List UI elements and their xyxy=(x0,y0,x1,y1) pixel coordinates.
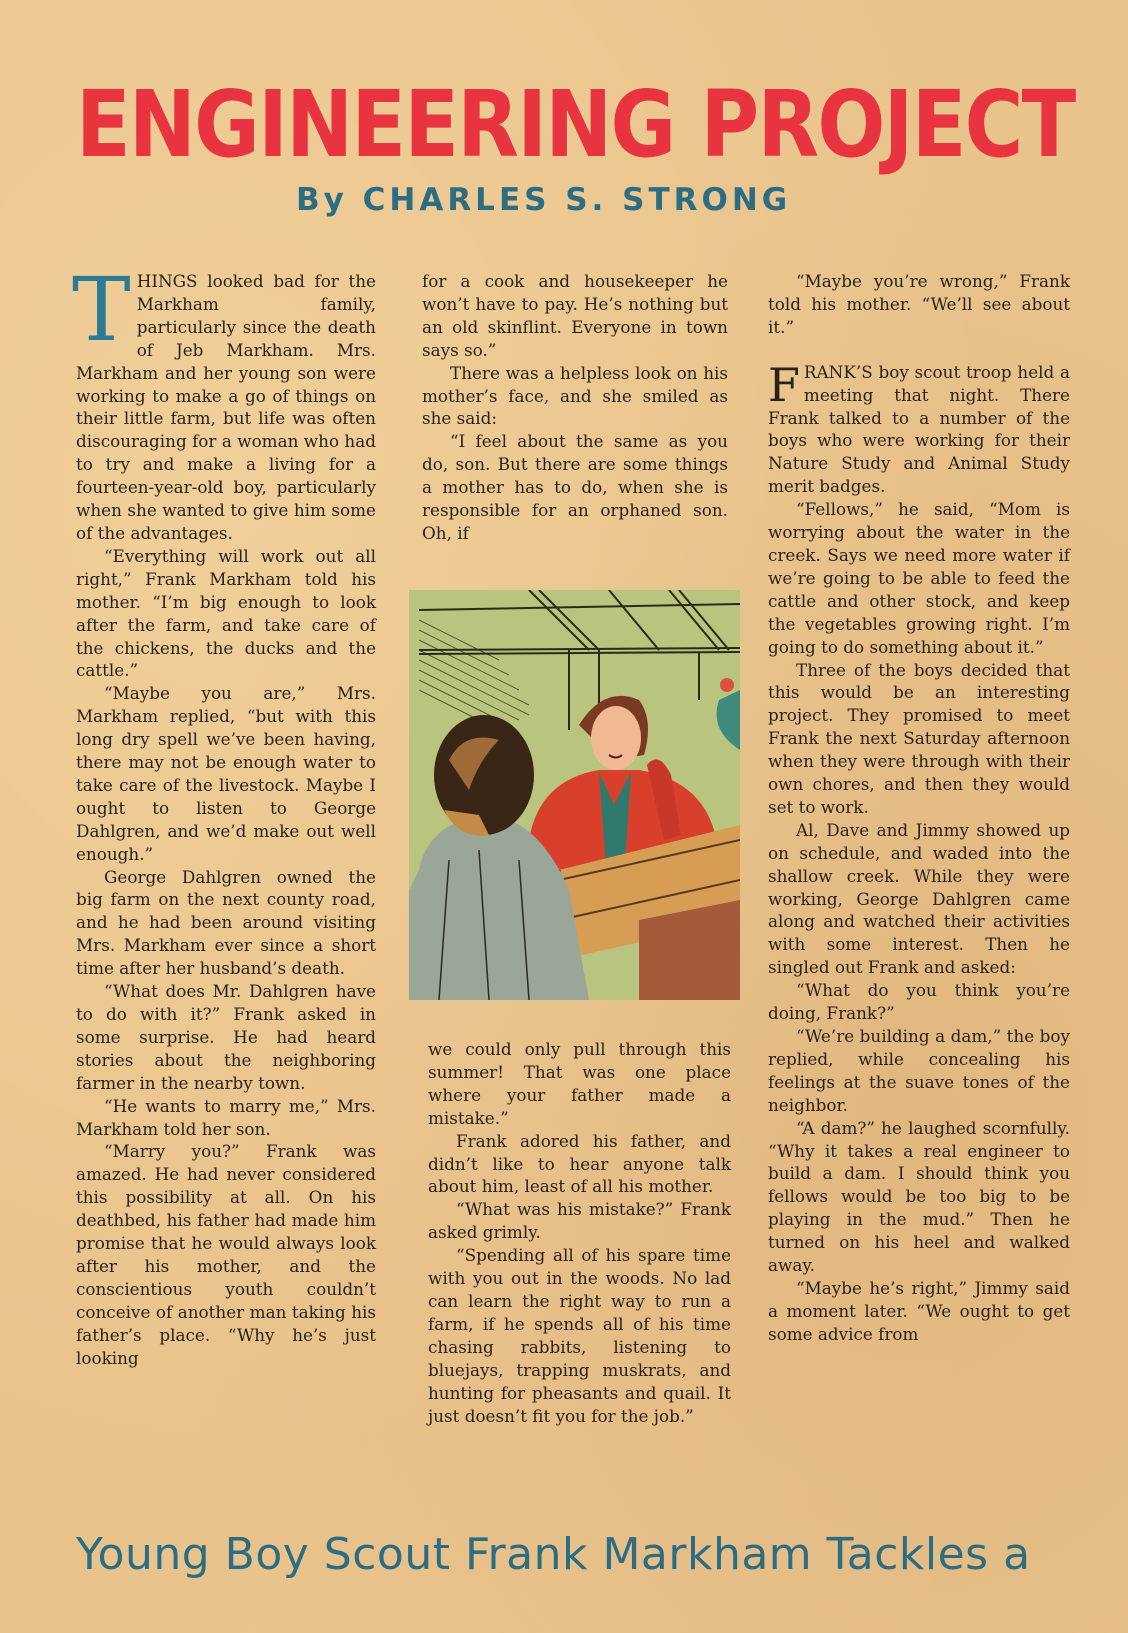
paragraph: “He wants to marry me,” Mrs. Markham told her son. xyxy=(76,1095,376,1139)
paragraph: “Fellows,” he said, “Mom is worrying about the water in the creek. Says we need more water if we’re going to be able to feed the cattle and other stock, and keep the vegetables growing right. I’m going to do something about it.” xyxy=(768,499,1070,657)
continuation-tagline: Young Boy Scout Frank Markham Tackles a xyxy=(76,1529,1031,1580)
column-2-top xyxy=(422,270,728,545)
paragraph: “What do you think you’re doing, Frank?” xyxy=(768,980,1070,1024)
paragraph: “We’re building a dam,” the boy replied, while concealing his feelings at the suave tones of the neighbor. xyxy=(768,1026,1070,1115)
paragraph: George Dahlgren owned the big farm on the next county road, and he had been around visiting Mrs. Markham ever since a short time after her husband’s death. xyxy=(76,866,376,979)
column-3 xyxy=(768,270,1070,1346)
paragraph: “What does Mr. Dahlgren have to do with it?” Frank asked in some surprise. He had heard stories about the neighboring farmer in the nearby town. xyxy=(76,981,376,1093)
paragraph: Frank adored his father, and didn’t like to hear anyone talk about him, least of all his mother. xyxy=(428,1130,731,1197)
paragraph: “Everything will work out all right,” Frank Markham told his mother. “I’m big enough to look after the farm, and take care of the chickens, the ducks and the cattle.” xyxy=(76,545,376,681)
paragraph: “Maybe he’s right,” Jimmy said a moment later. “We ought to get some advice from xyxy=(768,1277,1070,1344)
paragraph: “Marry you?” Frank was amazed. He had never considered this possibility at all. On his deathbed, his father had made him promise that he would always look after his mother, and the conscientious youth couldn’t conceive of another man taking his father’s place. “Why he’s just looking xyxy=(76,1141,376,1368)
paragraph: we could only pull through this summer! That was one place where your father made a mistake.” xyxy=(428,1039,731,1128)
drop-cap: T xyxy=(72,258,131,361)
paragraph: There was a helpless look on his mother’s face, and she smiled as she said: xyxy=(422,362,728,429)
comic-panel-image xyxy=(409,590,740,1000)
section-break xyxy=(768,339,1070,361)
paragraph: “Spending all of his spare time with you out in the woods. No lad can learn the right way to run a farm, if he spends all of his time chasing rabbits, listening to bluejays, trapping muskrats, and hunting for pheasants and quail. It just doesn’t fit you for the job.” xyxy=(428,1245,731,1426)
column-1 xyxy=(72,258,376,1370)
paragraph: Al, Dave and Jimmy showed up on schedule, and waded into the shallow creek. While they were working, George Dahlgren came along and watched their activities with some interest. Then he singled out Frank and asked: xyxy=(768,819,1070,978)
article-title: ENGINEERING PROJECT xyxy=(76,71,1075,178)
paragraph: “I feel about the same as you do, son. But there are some things a mother has to do, when she is responsible for an orphaned son. Oh, if xyxy=(422,431,728,543)
paragraph: “Maybe you are,” Mrs. Markham replied, “but with this long dry spell we’ve been having, there may not be enough water to take care of the livestock. Maybe I ought to listen to George Dahlgren, and we’d make out well enough.” xyxy=(76,683,376,864)
column-2-bottom xyxy=(428,1038,731,1427)
paragraph: THINGS looked bad for the Markham family, particularly since the death of Jeb Markham. Mrs. Markham and her young son were working to make a go of things on their little farm, but life was often discouraging for a woman who had to try and make a living for a fourteen-year-old boy, particularly when she wanted to give him some of the advantages. xyxy=(72,258,376,543)
paragraph: for a cook and housekeeper he won’t have to pay. He’s nothing but an old skinflint. Everyone in town says so.” xyxy=(422,271,728,360)
paragraph: “Maybe you’re wrong,” Frank told his mother. “We’ll see about it.” xyxy=(768,271,1070,337)
drop-cap: F xyxy=(768,357,800,412)
paragraph: FRANK’S boy scout troop held a meeting that night. There Frank talked to a number of the boys who were working for their Nature Study and Animal Study merit badges. xyxy=(768,357,1070,497)
paragraph: “What was his mistake?” Frank asked grimly. xyxy=(428,1199,731,1243)
paragraph: “A dam?” he laughed scornfully. “Why it takes a real engineer to build a dam. I should think you fellows would be too big to be playing in the mud.” Then he turned on his heel and walked away. xyxy=(768,1117,1070,1276)
paragraph: Three of the boys decided that this would be an interesting project. They promised to meet Frank the next Saturday afternoon when they were through with their own chores, and then they would set to work. xyxy=(768,659,1070,817)
story-illustration xyxy=(409,590,740,1000)
article-byline: By CHARLES S. STRONG xyxy=(296,182,792,218)
